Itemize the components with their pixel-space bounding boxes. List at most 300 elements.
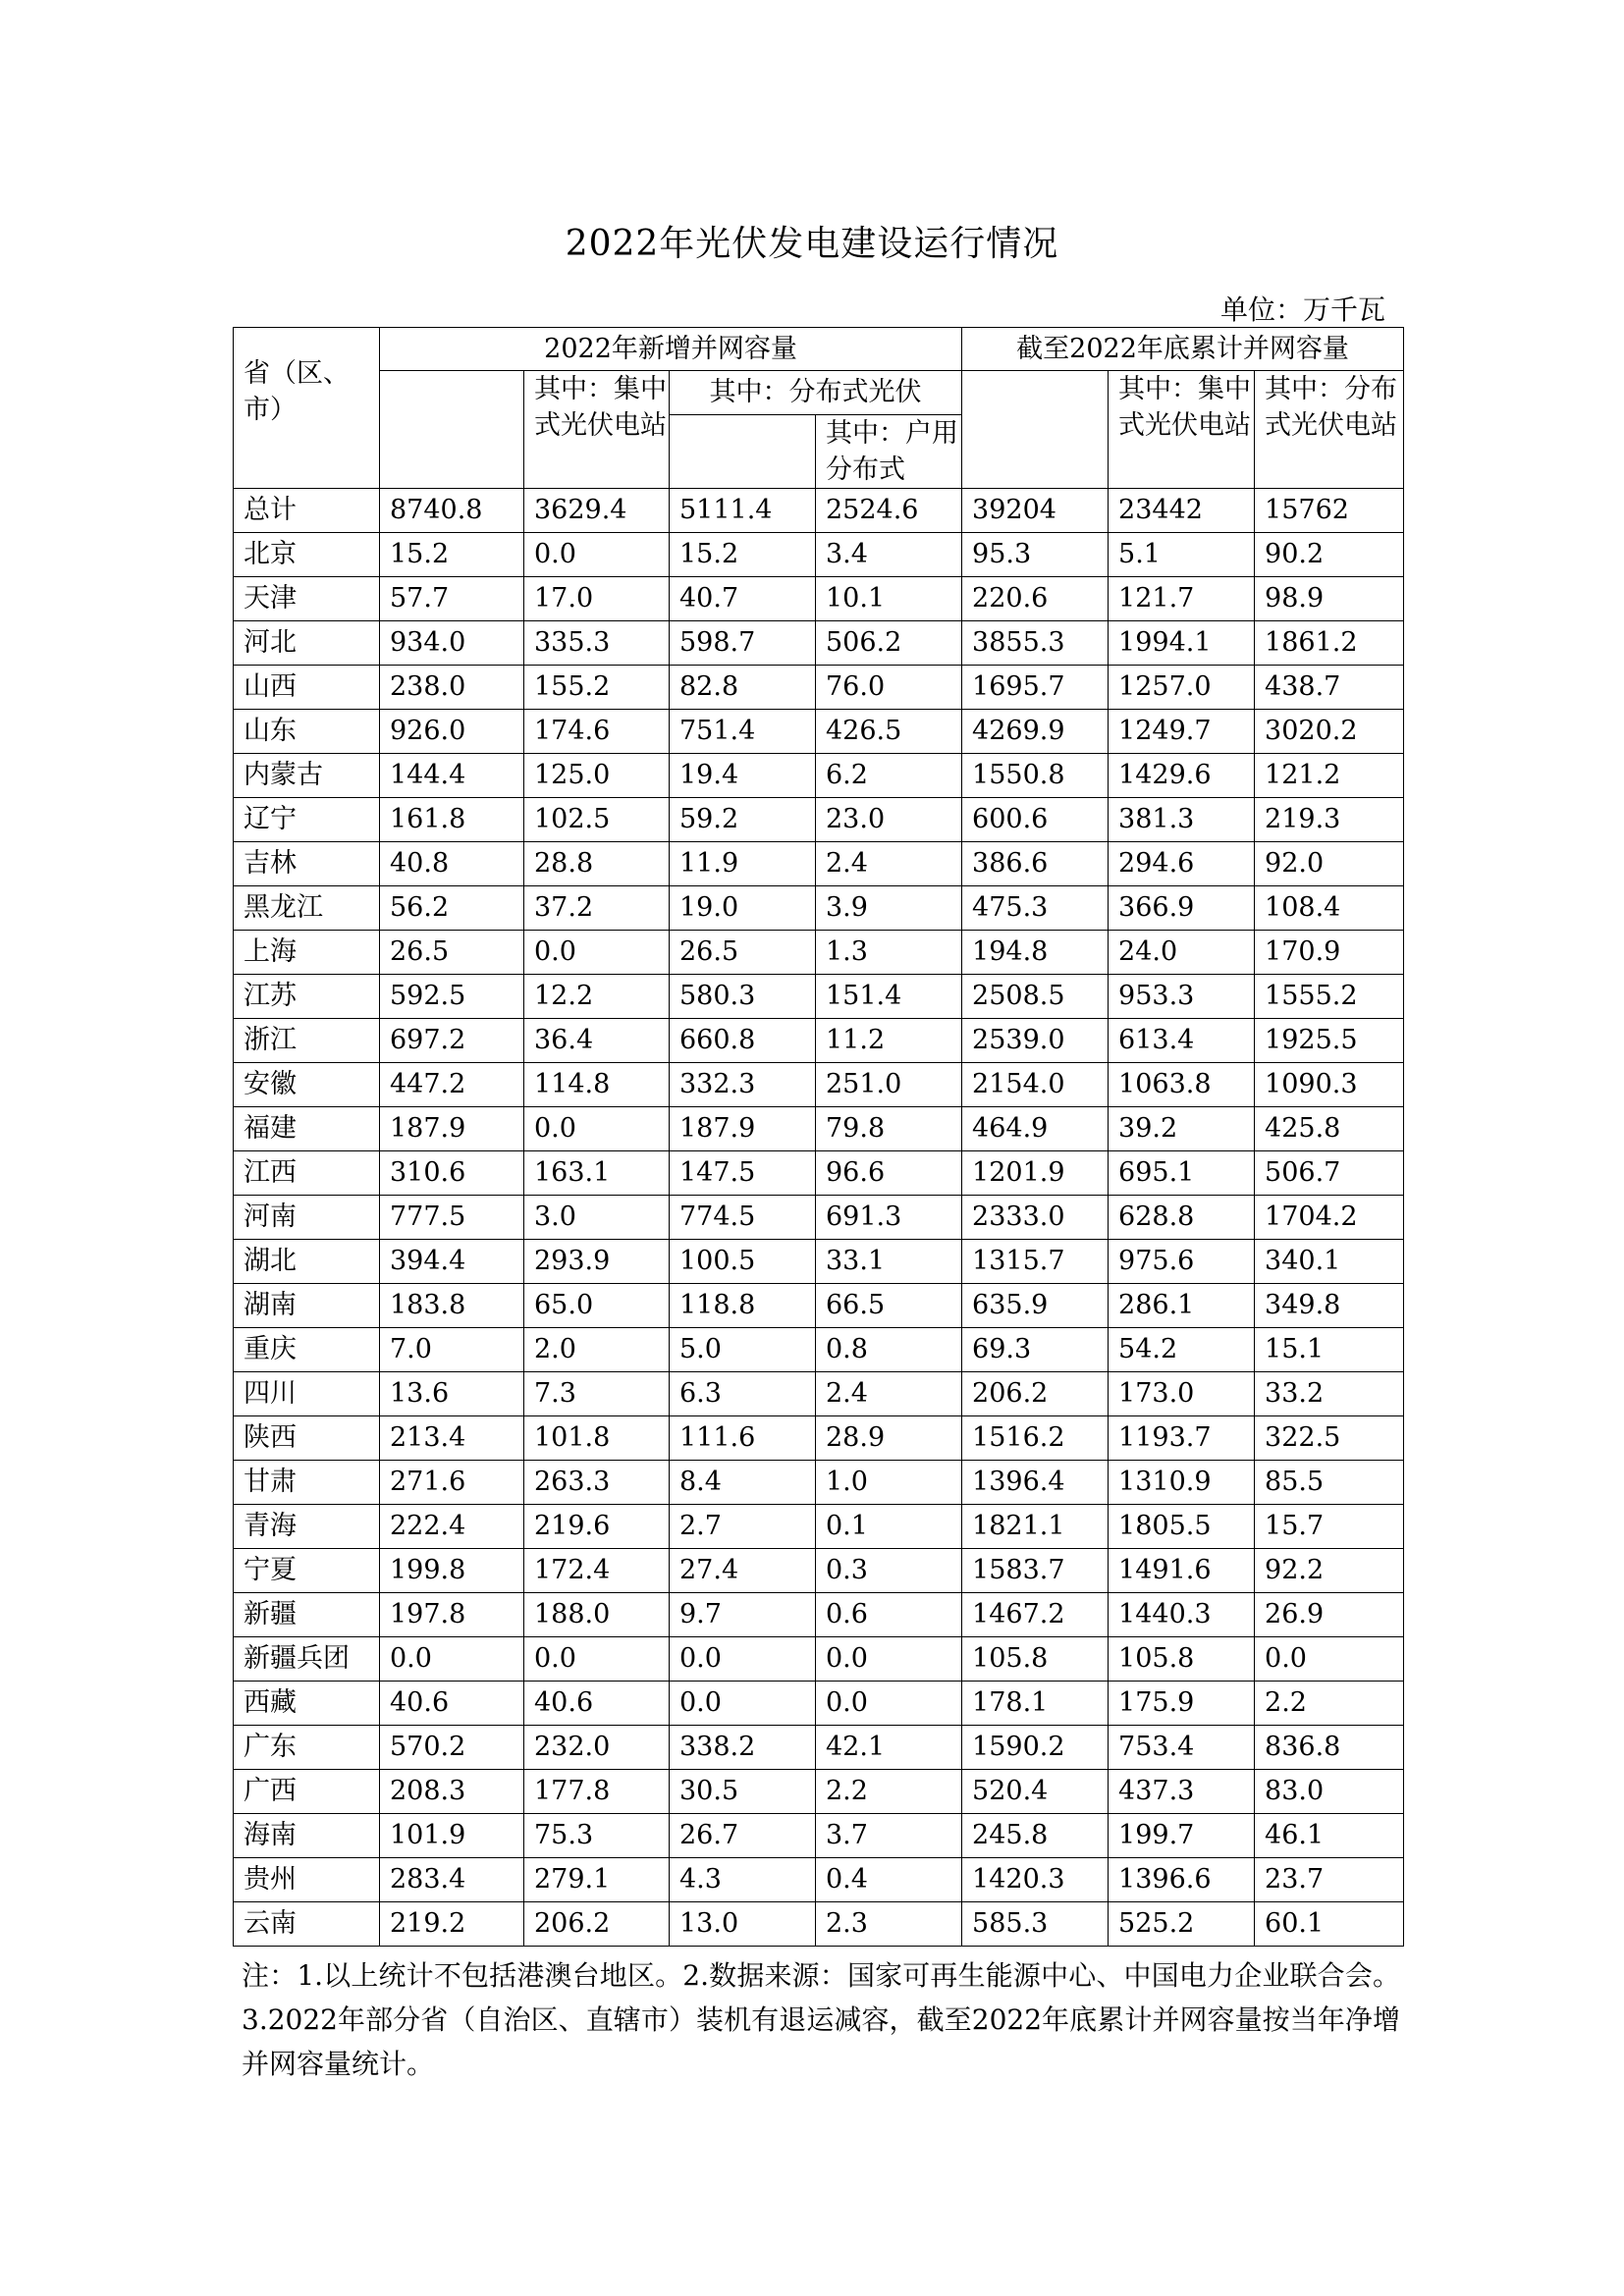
cell-new-distributed: 187.9	[670, 1107, 816, 1151]
cell-new-household: 1.0	[816, 1461, 962, 1505]
cell-new-household: 251.0	[816, 1063, 962, 1107]
cell-new-household: 79.8	[816, 1107, 962, 1151]
cell-new-distributed: 82.8	[670, 666, 816, 710]
cell-cum-total: 1550.8	[962, 754, 1109, 798]
cell-cum-total: 95.3	[962, 533, 1109, 577]
cell-cum-centralized: 1805.5	[1109, 1505, 1255, 1549]
header-new-total	[380, 371, 524, 489]
table-row	[234, 798, 1404, 842]
cell-new-household: 28.9	[816, 1416, 962, 1461]
cell-cum-centralized: 953.3	[1109, 975, 1255, 1019]
cell-new-centralized: 263.3	[524, 1461, 670, 1505]
header-cumulative-capacity: 截至2022年底累计并网容量	[962, 328, 1404, 371]
cell-new-centralized: 279.1	[524, 1858, 670, 1902]
cell-cum-total: 206.2	[962, 1372, 1109, 1416]
table-row	[234, 931, 1404, 975]
cell-new-centralized: 0.0	[524, 1107, 670, 1151]
cell-cum-total: 220.6	[962, 577, 1109, 621]
cell-province: 山西	[234, 666, 380, 710]
cell-new-centralized: 155.2	[524, 666, 670, 710]
cell-cum-centralized: 39.2	[1109, 1107, 1255, 1151]
cell-cum-distributed: 2.2	[1255, 1682, 1404, 1726]
cell-cum-distributed: 1704.2	[1255, 1196, 1404, 1240]
cell-province: 湖北	[234, 1240, 380, 1284]
table-row	[234, 1858, 1404, 1902]
cell-cum-total: 1396.4	[962, 1461, 1109, 1505]
cell-new-total: 219.2	[380, 1902, 524, 1947]
table-row	[234, 666, 1404, 710]
header-new-centralized: 其中：集中式光伏电站	[524, 371, 670, 489]
cell-new-total: 26.5	[380, 931, 524, 975]
cell-cum-total: 1467.2	[962, 1593, 1109, 1637]
cell-cum-distributed: 15.7	[1255, 1505, 1404, 1549]
cell-new-distributed: 660.8	[670, 1019, 816, 1063]
cell-new-total: 40.8	[380, 842, 524, 886]
cell-new-total: 7.0	[380, 1328, 524, 1372]
cell-cum-centralized: 1193.7	[1109, 1416, 1255, 1461]
table-row	[234, 1416, 1404, 1461]
cell-cum-distributed: 60.1	[1255, 1902, 1404, 1947]
cell-new-centralized: 12.2	[524, 975, 670, 1019]
cell-new-distributed: 147.5	[670, 1151, 816, 1196]
cell-new-distributed: 26.7	[670, 1814, 816, 1858]
cell-new-distributed: 118.8	[670, 1284, 816, 1328]
cell-cum-total: 600.6	[962, 798, 1109, 842]
cell-new-household: 3.9	[816, 886, 962, 931]
cell-province: 青海	[234, 1505, 380, 1549]
table-row	[234, 1151, 1404, 1196]
cell-new-household: 33.1	[816, 1240, 962, 1284]
cell-new-centralized: 7.3	[524, 1372, 670, 1416]
cell-new-household: 3.4	[816, 533, 962, 577]
header-province: 省（区、市）	[234, 328, 380, 489]
cell-cum-centralized: 613.4	[1109, 1019, 1255, 1063]
cell-new-household: 2.2	[816, 1770, 962, 1814]
table-row	[234, 1461, 1404, 1505]
cell-cum-total: 2154.0	[962, 1063, 1109, 1107]
page-title: 2022年光伏发电建设运行情况	[565, 224, 1059, 264]
cell-new-total: 8740.8	[380, 489, 524, 533]
table-row	[234, 886, 1404, 931]
cell-new-centralized: 163.1	[524, 1151, 670, 1196]
cell-new-centralized: 36.4	[524, 1019, 670, 1063]
cell-new-distributed: 4.3	[670, 1858, 816, 1902]
cell-cum-distributed: 3020.2	[1255, 710, 1404, 754]
cell-new-centralized: 219.6	[524, 1505, 670, 1549]
cell-new-household: 0.1	[816, 1505, 962, 1549]
cell-cum-distributed: 121.2	[1255, 754, 1404, 798]
cell-new-household: 691.3	[816, 1196, 962, 1240]
cell-cum-total: 2508.5	[962, 975, 1109, 1019]
cell-cum-centralized: 173.0	[1109, 1372, 1255, 1416]
cell-new-centralized: 0.0	[524, 533, 670, 577]
cell-cum-distributed: 438.7	[1255, 666, 1404, 710]
cell-new-distributed: 338.2	[670, 1726, 816, 1770]
table-row	[234, 577, 1404, 621]
cell-new-centralized: 174.6	[524, 710, 670, 754]
cell-cum-centralized: 24.0	[1109, 931, 1255, 975]
cell-new-distributed: 59.2	[670, 798, 816, 842]
cell-new-household: 42.1	[816, 1726, 962, 1770]
cell-new-total: 56.2	[380, 886, 524, 931]
cell-new-household: 1.3	[816, 931, 962, 975]
cell-new-household: 2.4	[816, 1372, 962, 1416]
cell-cum-distributed: 85.5	[1255, 1461, 1404, 1505]
header-distributed-total	[670, 415, 816, 489]
cell-province: 新疆兵团	[234, 1637, 380, 1682]
cell-cum-distributed: 1090.3	[1255, 1063, 1404, 1107]
table-row	[234, 1902, 1404, 1947]
cell-cum-centralized: 1310.9	[1109, 1461, 1255, 1505]
cell-new-household: 0.0	[816, 1637, 962, 1682]
cell-cum-total: 1201.9	[962, 1151, 1109, 1196]
cell-province: 北京	[234, 533, 380, 577]
cell-new-centralized: 172.4	[524, 1549, 670, 1593]
header-household: 其中：户用分布式	[816, 415, 962, 489]
cell-cum-centralized: 1994.1	[1109, 621, 1255, 666]
table-row	[234, 1505, 1404, 1549]
cell-new-distributed: 5.0	[670, 1328, 816, 1372]
cell-new-distributed: 100.5	[670, 1240, 816, 1284]
cell-cum-centralized: 23442	[1109, 489, 1255, 533]
cell-province: 甘肃	[234, 1461, 380, 1505]
table-row	[234, 533, 1404, 577]
cell-new-distributed: 26.5	[670, 931, 816, 975]
cell-cum-total: 1315.7	[962, 1240, 1109, 1284]
cell-cum-distributed: 46.1	[1255, 1814, 1404, 1858]
cell-new-total: 144.4	[380, 754, 524, 798]
cell-new-centralized: 102.5	[524, 798, 670, 842]
cell-new-centralized: 335.3	[524, 621, 670, 666]
table-row	[234, 1063, 1404, 1107]
cell-province: 江苏	[234, 975, 380, 1019]
cell-province: 西藏	[234, 1682, 380, 1726]
header-cum-total	[962, 371, 1109, 489]
unit-label: 单位：万千瓦	[1219, 294, 1385, 326]
cell-cum-distributed: 0.0	[1255, 1637, 1404, 1682]
cell-new-total: 570.2	[380, 1726, 524, 1770]
cell-cum-distributed: 349.8	[1255, 1284, 1404, 1328]
cell-province: 湖南	[234, 1284, 380, 1328]
cell-new-total: 934.0	[380, 621, 524, 666]
cell-province: 吉林	[234, 842, 380, 886]
cell-new-centralized: 125.0	[524, 754, 670, 798]
cell-new-distributed: 13.0	[670, 1902, 816, 1947]
cell-new-total: 0.0	[380, 1637, 524, 1682]
cell-new-household: 0.6	[816, 1593, 962, 1637]
cell-new-total: 592.5	[380, 975, 524, 1019]
cell-new-household: 66.5	[816, 1284, 962, 1328]
cell-cum-centralized: 366.9	[1109, 886, 1255, 931]
cell-cum-total: 2539.0	[962, 1019, 1109, 1063]
cell-new-total: 40.6	[380, 1682, 524, 1726]
cell-province: 云南	[234, 1902, 380, 1947]
cell-cum-centralized: 1440.3	[1109, 1593, 1255, 1637]
cell-cum-centralized: 54.2	[1109, 1328, 1255, 1372]
cell-cum-total: 1821.1	[962, 1505, 1109, 1549]
table-row	[234, 1284, 1404, 1328]
cell-province: 山东	[234, 710, 380, 754]
cell-new-household: 10.1	[816, 577, 962, 621]
cell-cum-centralized: 199.7	[1109, 1814, 1255, 1858]
header-new-distributed: 其中：分布式光伏	[670, 371, 962, 415]
cell-cum-distributed: 322.5	[1255, 1416, 1404, 1461]
table-row	[234, 1372, 1404, 1416]
cell-new-total: 447.2	[380, 1063, 524, 1107]
cell-cum-total: 69.3	[962, 1328, 1109, 1372]
cell-cum-total: 2333.0	[962, 1196, 1109, 1240]
cell-province: 内蒙古	[234, 754, 380, 798]
cell-new-centralized: 28.8	[524, 842, 670, 886]
cell-cum-total: 1583.7	[962, 1549, 1109, 1593]
cell-cum-total: 585.3	[962, 1902, 1109, 1947]
cell-cum-distributed: 1925.5	[1255, 1019, 1404, 1063]
cell-cum-distributed: 340.1	[1255, 1240, 1404, 1284]
cell-province: 重庆	[234, 1328, 380, 1372]
cell-new-distributed: 27.4	[670, 1549, 816, 1593]
cell-cum-centralized: 1429.6	[1109, 754, 1255, 798]
cell-new-distributed: 0.0	[670, 1682, 816, 1726]
cell-new-distributed: 19.4	[670, 754, 816, 798]
cell-new-total: 283.4	[380, 1858, 524, 1902]
cell-new-total: 238.0	[380, 666, 524, 710]
cell-cum-total: 105.8	[962, 1637, 1109, 1682]
cell-cum-total: 3855.3	[962, 621, 1109, 666]
cell-new-household: 76.0	[816, 666, 962, 710]
cell-new-distributed: 751.4	[670, 710, 816, 754]
cell-new-total: 926.0	[380, 710, 524, 754]
cell-cum-centralized: 1257.0	[1109, 666, 1255, 710]
cell-new-total: 208.3	[380, 1770, 524, 1814]
cell-cum-distributed: 1555.2	[1255, 975, 1404, 1019]
cell-cum-total: 4269.9	[962, 710, 1109, 754]
cell-cum-distributed: 108.4	[1255, 886, 1404, 931]
cell-cum-total: 178.1	[962, 1682, 1109, 1726]
cell-province: 辽宁	[234, 798, 380, 842]
cell-cum-total: 1420.3	[962, 1858, 1109, 1902]
cell-new-household: 0.0	[816, 1682, 962, 1726]
cell-cum-distributed: 170.9	[1255, 931, 1404, 975]
cell-new-centralized: 0.0	[524, 931, 670, 975]
cell-new-total: 183.8	[380, 1284, 524, 1328]
cell-province: 陕西	[234, 1416, 380, 1461]
cell-new-household: 2.3	[816, 1902, 962, 1947]
cell-cum-distributed: 15762	[1255, 489, 1404, 533]
cell-new-distributed: 19.0	[670, 886, 816, 931]
cell-new-total: 57.7	[380, 577, 524, 621]
cell-new-distributed: 598.7	[670, 621, 816, 666]
cell-province: 广西	[234, 1770, 380, 1814]
cell-new-centralized: 114.8	[524, 1063, 670, 1107]
cell-province: 四川	[234, 1372, 380, 1416]
cell-province: 广东	[234, 1726, 380, 1770]
table-row	[234, 1593, 1404, 1637]
cell-new-distributed: 30.5	[670, 1770, 816, 1814]
cell-new-household: 0.4	[816, 1858, 962, 1902]
cell-new-household: 3.7	[816, 1814, 962, 1858]
cell-cum-centralized: 5.1	[1109, 533, 1255, 577]
cell-new-total: 199.8	[380, 1549, 524, 1593]
table-row	[234, 975, 1404, 1019]
cell-province: 安徽	[234, 1063, 380, 1107]
cell-new-household: 96.6	[816, 1151, 962, 1196]
table-row	[234, 1726, 1404, 1770]
cell-new-household: 23.0	[816, 798, 962, 842]
table-row	[234, 1682, 1404, 1726]
cell-new-household: 0.3	[816, 1549, 962, 1593]
cell-new-distributed: 111.6	[670, 1416, 816, 1461]
cell-cum-centralized: 294.6	[1109, 842, 1255, 886]
table-row	[234, 842, 1404, 886]
cell-province: 海南	[234, 1814, 380, 1858]
cell-new-distributed: 11.9	[670, 842, 816, 886]
footnote: 注：1.以上统计不包括港澳台地区。2.数据来源：国家可再生能源中心、中国电力企业联合会。3.2022年部分省（自治区、直辖市）装机有退运减容，截至2022年底累计并网容量按当年净增并网容量统计。	[242, 1959, 1400, 2080]
cell-new-distributed: 40.7	[670, 577, 816, 621]
cell-new-distributed: 0.0	[670, 1637, 816, 1682]
cell-cum-centralized: 525.2	[1109, 1902, 1255, 1947]
cell-cum-total: 245.8	[962, 1814, 1109, 1858]
cell-cum-distributed: 83.0	[1255, 1770, 1404, 1814]
cell-new-household: 6.2	[816, 754, 962, 798]
table-row	[234, 1107, 1404, 1151]
cell-new-distributed: 774.5	[670, 1196, 816, 1240]
cell-cum-distributed: 92.2	[1255, 1549, 1404, 1593]
cell-new-centralized: 3.0	[524, 1196, 670, 1240]
cell-new-centralized: 37.2	[524, 886, 670, 931]
cell-cum-distributed: 26.9	[1255, 1593, 1404, 1637]
cell-new-centralized: 40.6	[524, 1682, 670, 1726]
cell-new-centralized: 206.2	[524, 1902, 670, 1947]
cell-new-distributed: 5111.4	[670, 489, 816, 533]
cell-cum-centralized: 1249.7	[1109, 710, 1255, 754]
cell-new-total: 213.4	[380, 1416, 524, 1461]
cell-cum-total: 520.4	[962, 1770, 1109, 1814]
cell-new-distributed: 332.3	[670, 1063, 816, 1107]
cell-new-household: 151.4	[816, 975, 962, 1019]
cell-cum-total: 1695.7	[962, 666, 1109, 710]
cell-cum-centralized: 628.8	[1109, 1196, 1255, 1240]
cell-new-centralized: 2.0	[524, 1328, 670, 1372]
cell-cum-centralized: 695.1	[1109, 1151, 1255, 1196]
cell-province: 天津	[234, 577, 380, 621]
table-row	[234, 1637, 1404, 1682]
cell-cum-centralized: 105.8	[1109, 1637, 1255, 1682]
cell-new-total: 161.8	[380, 798, 524, 842]
table-row	[234, 1196, 1404, 1240]
cell-cum-total: 386.6	[962, 842, 1109, 886]
cell-cum-distributed: 15.1	[1255, 1328, 1404, 1372]
cell-new-total: 197.8	[380, 1593, 524, 1637]
cell-new-total: 271.6	[380, 1461, 524, 1505]
header-new-capacity: 2022年新增并网容量	[380, 328, 962, 371]
cell-new-total: 777.5	[380, 1196, 524, 1240]
cell-cum-centralized: 121.7	[1109, 577, 1255, 621]
cell-cum-centralized: 286.1	[1109, 1284, 1255, 1328]
cell-cum-total: 39204	[962, 489, 1109, 533]
cell-cum-centralized: 381.3	[1109, 798, 1255, 842]
cell-new-centralized: 293.9	[524, 1240, 670, 1284]
cell-province: 浙江	[234, 1019, 380, 1063]
cell-cum-distributed: 1861.2	[1255, 621, 1404, 666]
cell-cum-centralized: 1396.6	[1109, 1858, 1255, 1902]
table-row	[234, 1019, 1404, 1063]
cell-cum-centralized: 437.3	[1109, 1770, 1255, 1814]
cell-new-centralized: 75.3	[524, 1814, 670, 1858]
cell-cum-distributed: 836.8	[1255, 1726, 1404, 1770]
cell-new-centralized: 177.8	[524, 1770, 670, 1814]
cell-cum-total: 475.3	[962, 886, 1109, 931]
cell-cum-distributed: 33.2	[1255, 1372, 1404, 1416]
cell-province: 福建	[234, 1107, 380, 1151]
cell-new-household: 506.2	[816, 621, 962, 666]
cell-cum-total: 464.9	[962, 1107, 1109, 1151]
cell-new-centralized: 3629.4	[524, 489, 670, 533]
cell-cum-centralized: 1063.8	[1109, 1063, 1255, 1107]
header-cum-centralized: 其中：集中式光伏电站	[1109, 371, 1255, 489]
cell-cum-centralized: 753.4	[1109, 1726, 1255, 1770]
cell-province: 河南	[234, 1196, 380, 1240]
cell-cum-centralized: 175.9	[1109, 1682, 1255, 1726]
cell-new-household: 0.8	[816, 1328, 962, 1372]
table-row	[234, 710, 1404, 754]
cell-new-total: 15.2	[380, 533, 524, 577]
table-row	[234, 1814, 1404, 1858]
table-row	[234, 621, 1404, 666]
cell-new-distributed: 8.4	[670, 1461, 816, 1505]
cell-province: 宁夏	[234, 1549, 380, 1593]
cell-cum-total: 1590.2	[962, 1726, 1109, 1770]
cell-cum-total: 1516.2	[962, 1416, 1109, 1461]
cell-new-total: 697.2	[380, 1019, 524, 1063]
cell-cum-distributed: 98.9	[1255, 577, 1404, 621]
cell-cum-centralized: 975.6	[1109, 1240, 1255, 1284]
table-row	[234, 1549, 1404, 1593]
cell-new-centralized: 17.0	[524, 577, 670, 621]
cell-cum-total: 194.8	[962, 931, 1109, 975]
cell-cum-distributed: 23.7	[1255, 1858, 1404, 1902]
cell-new-total: 101.9	[380, 1814, 524, 1858]
cell-cum-distributed: 219.3	[1255, 798, 1404, 842]
cell-new-total: 310.6	[380, 1151, 524, 1196]
cell-cum-distributed: 92.0	[1255, 842, 1404, 886]
cell-cum-centralized: 1491.6	[1109, 1549, 1255, 1593]
cell-new-centralized: 101.8	[524, 1416, 670, 1461]
table-row	[234, 1770, 1404, 1814]
cell-new-centralized: 65.0	[524, 1284, 670, 1328]
cell-new-distributed: 9.7	[670, 1593, 816, 1637]
cell-province: 上海	[234, 931, 380, 975]
table-row	[234, 1240, 1404, 1284]
cell-new-total: 13.6	[380, 1372, 524, 1416]
cell-cum-distributed: 90.2	[1255, 533, 1404, 577]
cell-province: 新疆	[234, 1593, 380, 1637]
cell-province: 贵州	[234, 1858, 380, 1902]
cell-province: 江西	[234, 1151, 380, 1196]
cell-new-distributed: 15.2	[670, 533, 816, 577]
cell-province: 黑龙江	[234, 886, 380, 931]
cell-new-distributed: 580.3	[670, 975, 816, 1019]
cell-new-centralized: 188.0	[524, 1593, 670, 1637]
cell-province: 总计	[234, 489, 380, 533]
cell-new-household: 2.4	[816, 842, 962, 886]
table-row	[234, 1328, 1404, 1372]
cell-new-distributed: 2.7	[670, 1505, 816, 1549]
cell-cum-distributed: 425.8	[1255, 1107, 1404, 1151]
cell-cum-distributed: 506.7	[1255, 1151, 1404, 1196]
cell-new-household: 426.5	[816, 710, 962, 754]
cell-new-centralized: 232.0	[524, 1726, 670, 1770]
cell-new-household: 2524.6	[816, 489, 962, 533]
